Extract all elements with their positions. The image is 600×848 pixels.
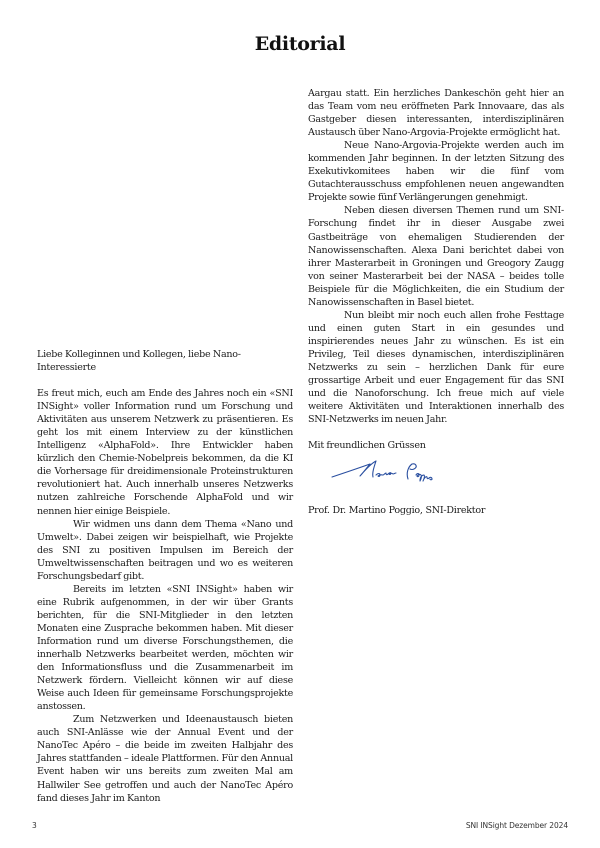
- page-number: 3: [32, 821, 37, 830]
- paragraph: Zum Netzwerken und Ideenaustausch bieten auch SNI-Anlässe wie der Annual Event und der NanoTec Apéro – die beide im zweiten Halbjahr des Jahres stattfanden – ideale Plattformen. Für den Annual Event haben wir uns bereits zum zweiten Mal am Hallwiler See getroffen und auch der NanoTec Apéro fand dieses Jahr im Kanton: [37, 714, 293, 804]
- paragraph: Nun bleibt mir noch euch allen frohe Festtage und einen guten Start in ein gesundes und inspirierendes neues Jahr zu wünschen. Es ist ein Privileg, Teil dieses dynamischen, interdisziplinären Netzwerks zu sein – herzlichen Dank für eure grossartige Arbeit und euer Engagement für das SNI und die Nanoforschung. Ich freue mich auf viele weitere Aktivitäten und Interaktionen innerhalb des SNI-Netzwerks im neuen Jahr.: [308, 309, 564, 426]
- signature-stroke: [416, 474, 432, 482]
- left-column: [37, 348, 293, 805]
- signature-image: [330, 455, 450, 491]
- right-column: [308, 87, 564, 452]
- paragraph: Neben diesen diversen Themen rund um SNI-Forschung findet ihr in dieser Ausgabe zwei Gastbeiträge von ehemaligen Studierenden der Nanowissenschaften. Alexa Dani berichtet dabei von ihrer Masterarbeit in Groningen und Greogory Zaugg von seiner Masterarbeit bei der NASA – beides tolle Beispiele für die Möglichkeiten, die ein Studium der Nanowissenschaften in Basel bietet.: [308, 205, 564, 308]
- signer-name: Prof. Dr. Martino Poggio, SNI-Direktor: [308, 505, 486, 516]
- paragraph: Bereits im letzten «SNI INSight» haben wir eine Rubrik aufgenommen, in der wir über Grants berichten, für die SNI-Mitglieder in den letzten Monaten eine Zusprache bekommen haben. Mit dieser Information rund um diverse Forschungsthemen, die innerhalb Netzwerks bearbeitet werden, möchten wir den Informationsfluss und die Zusammenarbeit im Netzwerk fördern. Vielleicht können wir auf diese Weise auch Ideen für gemeinsame Forschungsprojekte anstossen.: [37, 583, 293, 713]
- signature-stroke: [332, 461, 376, 477]
- paragraph: Es freut mich, euch am Ende des Jahres noch ein «SNI INSight» voller Information rund um Forschung und Aktivitäten aus unserem Netzwerk zu präsentieren. Es geht los mit einem Interview zu der künstlichen Intelligenz «AlphaFold». Ihre Entwickler haben kürzlich den Chemie-Nobelpreis bekommen, da die KI die Vorhersage für dreidimensionale Proteinstrukturen revolutioniert hat. Auch innerhalb unseres Netzwerks nutzen zahlreiche Forschende AlphaFold und wir nennen hier einige Beispiele.: [37, 388, 293, 517]
- publication-footer: SNI INSight Dezember 2024: [465, 821, 568, 830]
- paragraph: Wir widmen uns dann dem Thema «Nano und Umwelt». Dabei zeigen wir beispielhaft, wie Projekte des SNI zu positiven Impulsen im Bereich der Umweltwissenschaften beitragen und wo es weiteren Forschungsbedarf gibt.: [37, 518, 293, 582]
- closing: Mit freundlichen Grüssen: [308, 440, 426, 452]
- paragraph: Neue Nano-Argovia-Projekte werden auch im kommenden Jahr beginnen. In der letzten Sitzung des Exekutivkomitees haben wir die fünf vom Gutachterausschuss empfohlenen neuen angewandten Projekte sowie fünf Verlängerungen genehmigt.: [308, 140, 564, 204]
- page-title: Editorial: [254, 33, 346, 55]
- paragraph: Aargau statt. Ein herzliches Dankeschön geht hier an das Team vom neu eröffneten Park Innovaare, das als Gastgeber diesen interessanten, interdisziplinären Austausch über Nano-Argovia-Projekte ermöglicht hat.: [308, 88, 564, 139]
- salutation: Liebe Kolleginnen und Kollegen, liebe Nano-Interessierte: [37, 349, 241, 374]
- signature-stroke: [376, 473, 396, 477]
- signature-stroke: [407, 464, 416, 479]
